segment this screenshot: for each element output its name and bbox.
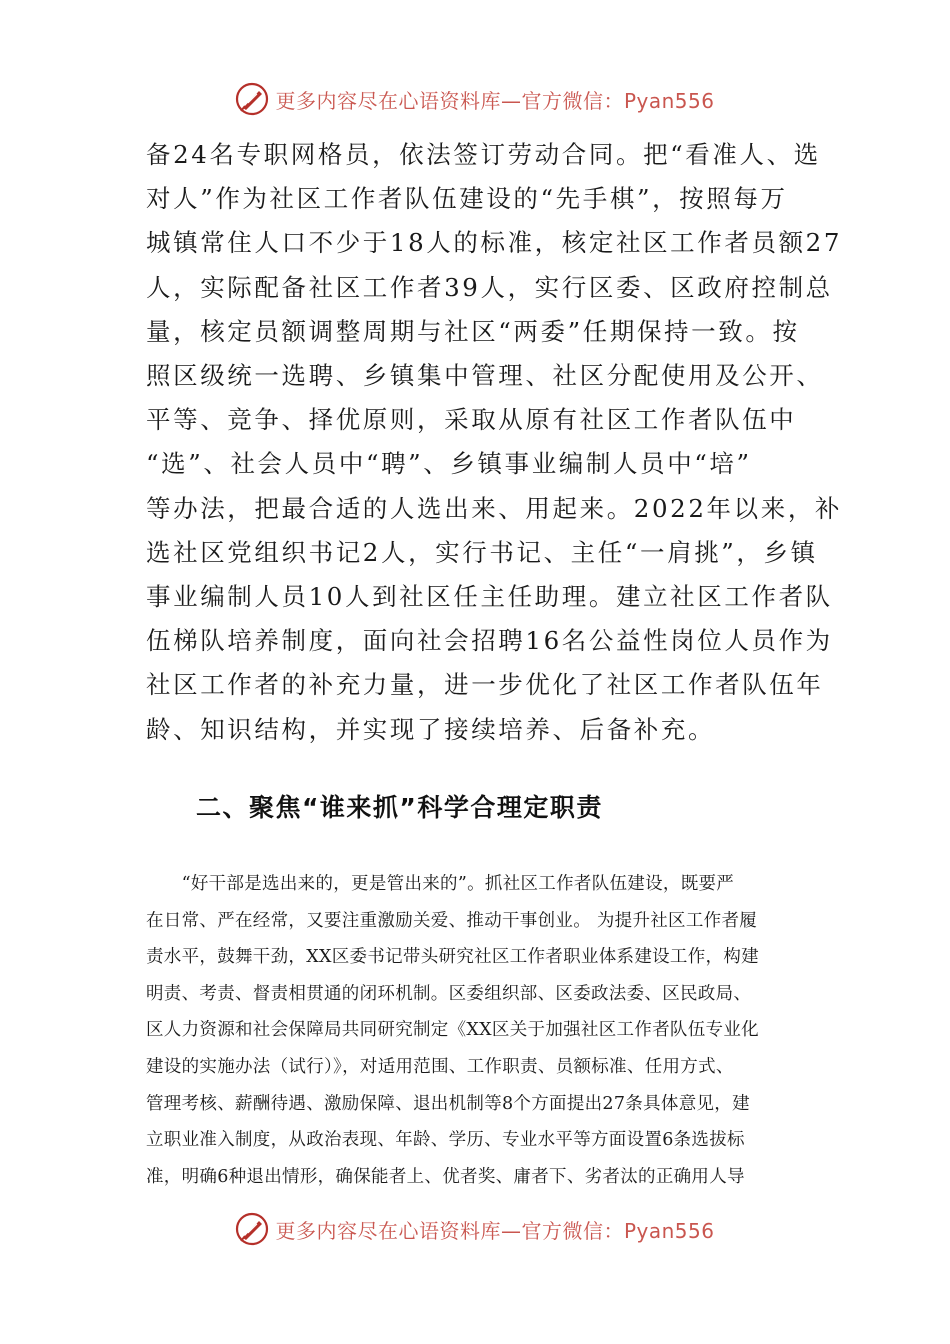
text-line: 照区级统一选聘、乡镇集中管理、社区分配使用及公开、 [146, 361, 824, 391]
quill-logo-icon [235, 82, 269, 116]
text-line: 社区工作者的补充力量，进一步优化了社区工作者队伍年 [146, 670, 824, 700]
text-line: 对人”作为社区工作者队伍建设的“先手棋”，按照每万 [146, 184, 788, 214]
text-line: 龄、知识结构，并实现了接续培养、后备补充。 [146, 714, 716, 744]
text-line: “好干部是选出来的，更是管出来的”。抓社区工作者队伍建设，既要严 [146, 874, 735, 894]
text-line: 在日常、严在经常，又要注重激励关爱、推动干事创业。 为提升社区工作者履 [146, 910, 758, 931]
text-line: 平等、竞争、择优原则，采取从原有社区工作者队伍中 [146, 405, 797, 435]
text-line: 城镇常住人口不少于18人的标准，核定社区工作者员额27 [146, 228, 843, 258]
text-line: 建设的实施办法（试行）》，对适用范围、工作职责、员额标准、任用方式、 [146, 1056, 734, 1077]
banner-text: 更多内容尽在心语资料库—官方微信：Pyan556 [275, 1218, 715, 1243]
quill-logo-icon [235, 1212, 269, 1246]
text-line: 立职业准入制度，从政治表现、年龄、学历、专业水平等方面设置6条选拔标 [146, 1130, 745, 1151]
footer-banner [0, 1212, 950, 1246]
text-line: 准，明确6种退出情形，确保能者上、优者奖、庸者下、劣者汰的正确用人导 [146, 1166, 745, 1187]
text-line: 责水平，鼓舞干劲，XX区委书记带头研究社区工作者职业体系建设工作，构建 [146, 947, 759, 968]
text-line: 明责、考责、督责相贯通的闭环机制。区委组织部、区委政法委、区民政局、 [146, 983, 752, 1004]
text-line: 事业编制人员10人到社区任主任助理。建立社区工作者队 [146, 582, 833, 612]
text-line: 人，实际配备社区工作者39人，实行区委、区政府控制总 [146, 272, 833, 302]
text-line: 量，核定员额调整周期与社区“两委”任期保持一致。按 [146, 316, 800, 346]
paragraph-1 [146, 133, 843, 752]
text-line: 区人力资源和社会保障局共同研究制定《XX区关于加强社区工作者队伍专业化 [146, 1020, 759, 1041]
header-banner [0, 82, 950, 116]
text-line: 选社区党组织书记2人，实行书记、主任“一肩挑”，乡镇 [146, 537, 818, 567]
text-line: “选”、社会人员中“聘”、乡镇事业编制人员中“培” [146, 449, 752, 479]
paragraph-2 [146, 866, 816, 1195]
text-line: 管理考核、薪酬待遇、激励保障、退出机制等8个方面提出27条具体意见，建 [146, 1093, 750, 1114]
text-line: 备24名专职网格员，依法签订劳动合同。把“看准人、选 [146, 140, 821, 169]
banner-text: 更多内容尽在心语资料库—官方微信：Pyan556 [275, 88, 715, 113]
text-line: 等办法，把最合适的人选出来、用起来。2022年以来，补 [146, 493, 843, 523]
text-line: 伍梯队培养制度，面向社会招聘16名公益性岗位人员作为 [146, 626, 833, 656]
section-heading: 二、聚焦“谁来抓”科学合理定职责 [196, 793, 603, 822]
